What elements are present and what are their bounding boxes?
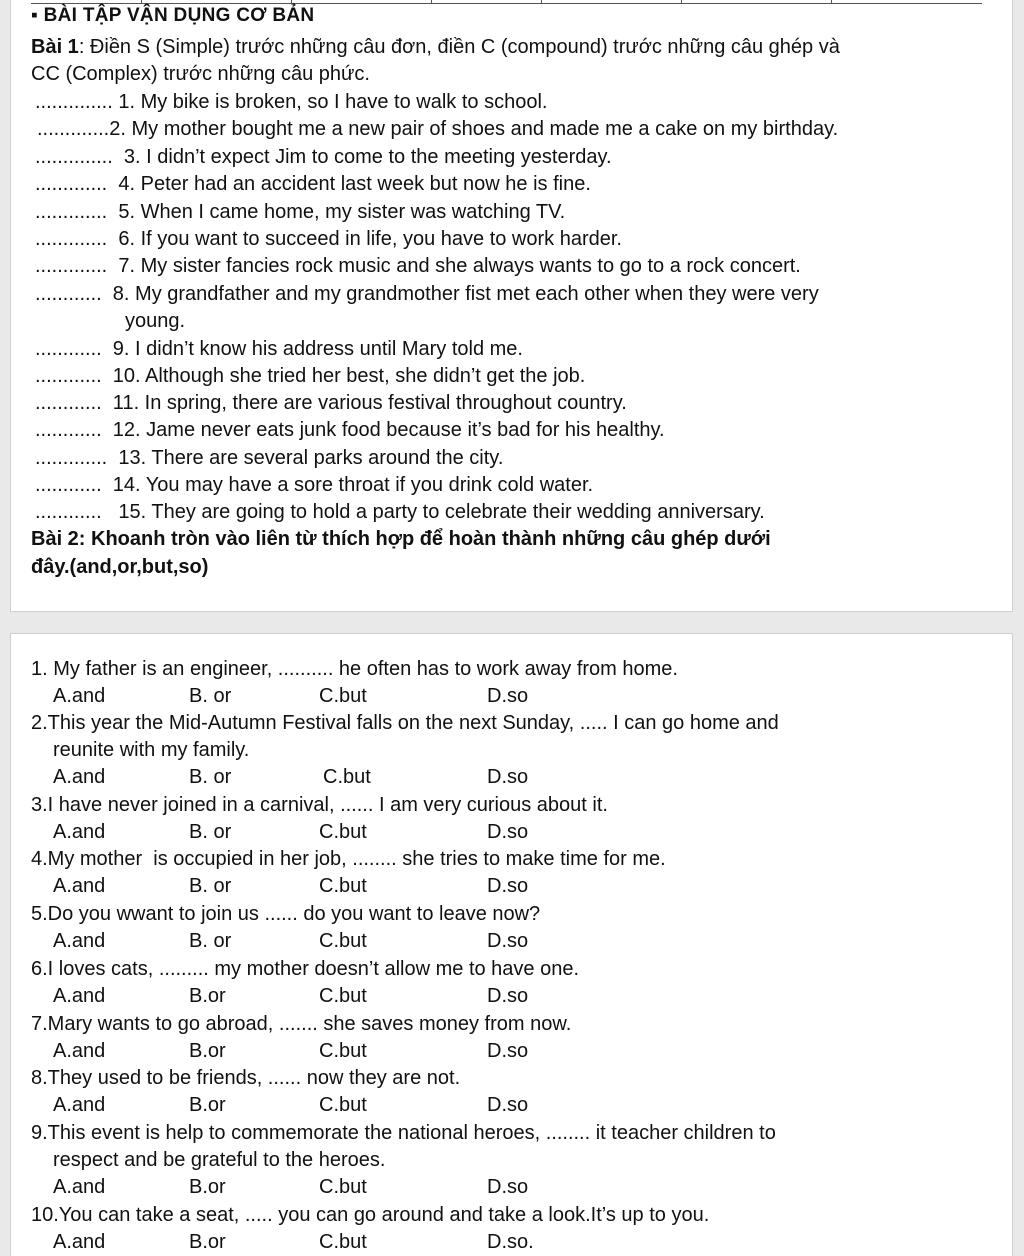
q7-option-a[interactable]: A.and (53, 1040, 106, 1062)
ex1-item-5 (35, 200, 565, 224)
section-title: ▪ BÀI TẬP VẬN DỤNG CƠ BẢN (31, 5, 315, 26)
q3-option-a[interactable]: A.and (53, 821, 106, 843)
sentence: 15. They are going to hold a party to celebrate their wedding anniversary. (101, 501, 765, 523)
q3-option-b[interactable]: B. or (189, 821, 232, 843)
q7-option-b[interactable]: B.or (189, 1040, 226, 1062)
answer-blank[interactable]: ............ (35, 419, 102, 441)
q5-option-c[interactable]: C.but (319, 930, 367, 952)
q6-option-b[interactable]: B.or (189, 985, 226, 1007)
sentence: 12. Jame never eats junk food because it’s bad for his healthy. (101, 419, 665, 441)
q2-option-c[interactable]: C.but (323, 766, 371, 788)
sentence: 6. If you want to succeed in life, you have to work harder. (107, 228, 622, 250)
q4-option-a[interactable]: A.and (53, 875, 106, 897)
answer-blank[interactable]: .............. (35, 146, 113, 168)
q4-option-d[interactable]: D.so (487, 875, 529, 897)
ex1-item-7 (35, 254, 801, 278)
answer-blank[interactable]: ............ (35, 365, 102, 387)
q3-option-d[interactable]: D.so (487, 821, 529, 843)
question-9-text-cont: respect and be grateful to the heroes. (53, 1149, 386, 1171)
q7-option-d[interactable]: D.so (487, 1040, 529, 1062)
q10-option-b[interactable]: B.or (189, 1231, 226, 1253)
answer-blank[interactable]: ............ (35, 283, 102, 305)
question-8-text: 8.They used to be friends, ...... now they are not. (31, 1067, 461, 1089)
q2-option-d[interactable]: D.so (487, 766, 529, 788)
sentence: 13. There are several parks around the city. (107, 447, 504, 469)
question-5-text: 5.Do you wwant to join us ...... do you want to leave now? (31, 903, 541, 925)
answer-blank[interactable]: .............. (35, 91, 113, 113)
q7-option-c[interactable]: C.but (319, 1040, 367, 1062)
q2-option-a[interactable]: A.and (53, 766, 106, 788)
answer-blank[interactable]: ............ (35, 392, 102, 414)
ex1-item-14 (35, 473, 593, 497)
ex1-item-8-cont: young. (125, 310, 186, 332)
sentence: 9. I didn’t know his address until Mary told me. (101, 338, 523, 360)
q9-option-a[interactable]: A.and (53, 1176, 106, 1198)
sentence: 8. My grandfather and my grandmother fist met each other when they were very (101, 283, 819, 305)
worksheet-page-1 (10, 0, 1013, 612)
q8-option-a[interactable]: A.and (53, 1094, 106, 1116)
q9-option-d[interactable]: D.so (487, 1176, 529, 1198)
ex1-item-9 (35, 337, 523, 361)
sentence: 2. My mother bought me a new pair of shoes and made me a cake on my birthday. (109, 118, 839, 140)
q3-option-c[interactable]: C.but (319, 821, 367, 843)
sentence: 14. You may have a sore throat if you drink cold water. (101, 474, 594, 496)
question-3-text: 3.I have never joined in a carnival, ...... I am very curious about it. (31, 794, 608, 816)
answer-blank[interactable]: ............. (35, 173, 108, 195)
q4-option-c[interactable]: C.but (319, 875, 367, 897)
q5-option-d[interactable]: D.so (487, 930, 529, 952)
ex1-item-12 (35, 418, 665, 442)
q10-option-d[interactable]: D.so. (487, 1231, 534, 1253)
ex1-label: Bài 1 (31, 36, 79, 58)
question-2-text: 2.This year the Mid-Autumn Festival falls on the next Sunday, ..... I can go home and (31, 712, 779, 734)
answer-blank[interactable]: ............ (35, 474, 102, 496)
answer-blank[interactable]: ............. (35, 255, 108, 277)
q5-option-b[interactable]: B. or (189, 930, 232, 952)
answer-blank[interactable]: ............. (35, 201, 108, 223)
answer-blank[interactable]: ............. (35, 447, 108, 469)
q2-option-b[interactable]: B. or (189, 766, 232, 788)
q5-option-a[interactable]: A.and (53, 930, 106, 952)
question-10-text: 10.You can take a seat, ..... you can go around and take a look.It’s up to you. (31, 1204, 710, 1226)
ex1-item-6 (35, 227, 622, 251)
ex1-item-1 (35, 90, 547, 114)
ex1-item-8 (35, 282, 819, 306)
ex1-instruction (31, 35, 840, 59)
sentence: 10. Although she tried her best, she didn’t get the job. (101, 365, 586, 387)
q9-option-c[interactable]: C.but (319, 1176, 367, 1198)
ex1-item-15 (35, 500, 765, 524)
ex1-instruction-line2: CC (Complex) trước những câu phức. (31, 63, 370, 85)
q8-option-c[interactable]: C.but (319, 1094, 367, 1116)
ex2-title-line2: đây.(and,or,but,so) (31, 556, 209, 578)
answer-blank[interactable]: ............ (35, 338, 102, 360)
answer-blank[interactable]: ............ (35, 501, 102, 523)
question-4-text: 4.My mother is occupied in her job, ........ she tries to make time for me. (31, 848, 666, 870)
q1-option-d[interactable]: D.so (487, 685, 529, 707)
q10-option-c[interactable]: C.but (319, 1231, 367, 1253)
ex1-item-10 (35, 364, 585, 388)
worksheet-page-2 (10, 633, 1013, 1256)
q9-option-b[interactable]: B.or (189, 1176, 226, 1198)
ex1-item-2 (37, 117, 838, 141)
q4-option-b[interactable]: B. or (189, 875, 232, 897)
sentence: 1. My bike is broken, so I have to walk to school. (112, 91, 548, 113)
question-6-text: 6.I loves cats, ......... my mother doesn’t allow me to have one. (31, 958, 580, 980)
sentence: 4. Peter had an accident last week but now he is fine. (107, 173, 591, 195)
q1-option-c[interactable]: C.but (319, 685, 367, 707)
q6-option-d[interactable]: D.so (487, 985, 529, 1007)
q8-option-b[interactable]: B.or (189, 1094, 226, 1116)
ex1-instruction-line1: : Điền S (Simple) trước những câu đơn, điền C (compound) trước những câu ghép và (78, 36, 840, 58)
sentence: 3. I didn’t expect Jim to come to the meeting yesterday. (112, 146, 612, 168)
q10-option-a[interactable]: A.and (53, 1231, 106, 1253)
sentence: 7. My sister fancies rock music and she always wants to go to a rock concert. (107, 255, 801, 277)
ex1-item-13 (35, 446, 503, 470)
ex1-item-11 (35, 391, 627, 415)
q1-option-a[interactable]: A.and (53, 685, 106, 707)
question-9-text: 9.This event is help to commemorate the national heroes, ........ it teacher children to (31, 1122, 776, 1144)
question-7-text: 7.Mary wants to go abroad, ....... she saves money from now. (31, 1013, 572, 1035)
sentence: 5. When I came home, my sister was watching TV. (107, 201, 566, 223)
ex1-item-4 (35, 172, 591, 196)
ex2-title-line1: Bài 2: Khoanh tròn vào liên từ thích hợp để hoàn thành những câu ghép dưới (31, 528, 771, 550)
question-2-text-cont: reunite with my family. (53, 739, 250, 761)
q6-option-c[interactable]: C.but (319, 985, 367, 1007)
q1-option-b[interactable]: B. or (189, 685, 232, 707)
ex1-item-3 (35, 145, 612, 169)
answer-blank[interactable]: ............. (37, 118, 110, 140)
sentence: 11. In spring, there are various festival throughout country. (101, 392, 627, 414)
q8-option-d[interactable]: D.so (487, 1094, 529, 1116)
question-1-text: 1. My father is an engineer, .......... he often has to work away from home. (31, 658, 678, 680)
answer-blank[interactable]: ............. (35, 228, 108, 250)
q6-option-a[interactable]: A.and (53, 985, 106, 1007)
